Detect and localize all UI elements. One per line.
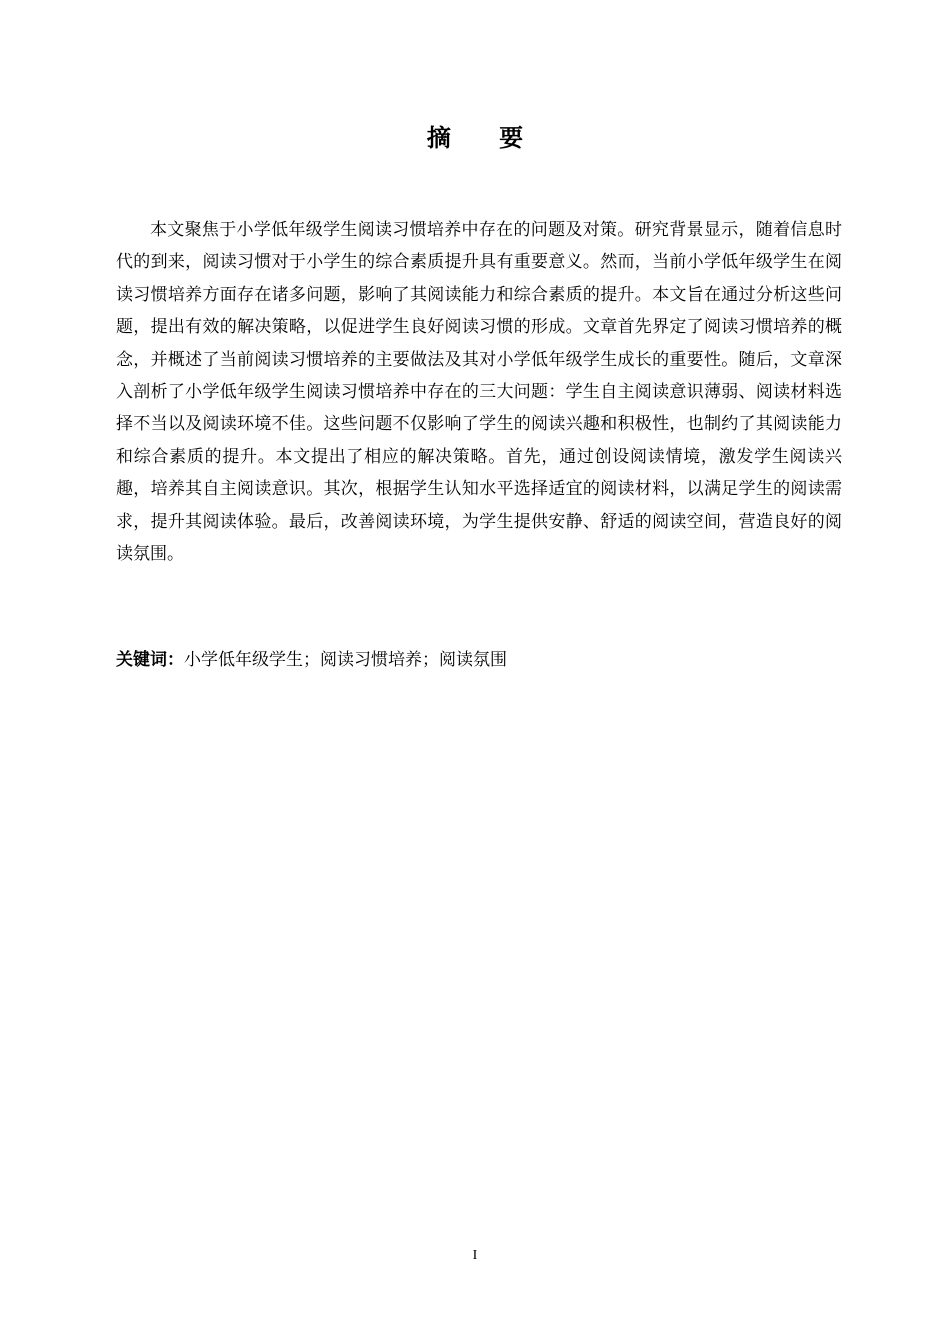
abstract-body: 本文聚焦于小学低年级学生阅读习惯培养中存在的问题及对策。研究背景显示，随着信息时代的到来，阅读习惯对于小学生的综合素质提升具有重要意义。然而，当前小学低年级学生在阅读习惯培养方面存在诸多问题，影响了其阅读能力和综合素质的提升。本文旨在通过分析这些问题，提出有效的解决策略，以促进学生良好阅读习惯的形成。文章首先界定了阅读习惯培养的概念，并概述了当前阅读习惯培养的主要做法及其对小学低年级学生成长的重要性。随后，文章深入剖析了小学低年级学生阅读习惯培养中存在的三大问题：学生自主阅读意识薄弱、阅读材料选择不当以及阅读环境不佳。这些问题不仅影响了学生的阅读兴趣和积极性，也制约了其阅读能力和综合素质的提升。本文提出了相应的解决策略。首先，通过创设阅读情境，激发学生阅读兴趣，培养其自主阅读意识。其次，根据学生认知水平选择适宜的阅读材料，以满足学生的阅读需求，提升其阅读体验。最后，改善阅读环境，为学生提供安静、舒适的阅读空间，营造良好的阅读氛围。 — [116, 220, 842, 565]
keywords-line — [116, 644, 842, 676]
page-number: I — [472, 1248, 478, 1263]
abstract-title: 摘 要 — [426, 124, 544, 152]
keywords-label: 关键词： — [116, 650, 184, 670]
keywords-text: 小学低年级学生；阅读习惯培养；阅读氛围 — [184, 650, 507, 670]
